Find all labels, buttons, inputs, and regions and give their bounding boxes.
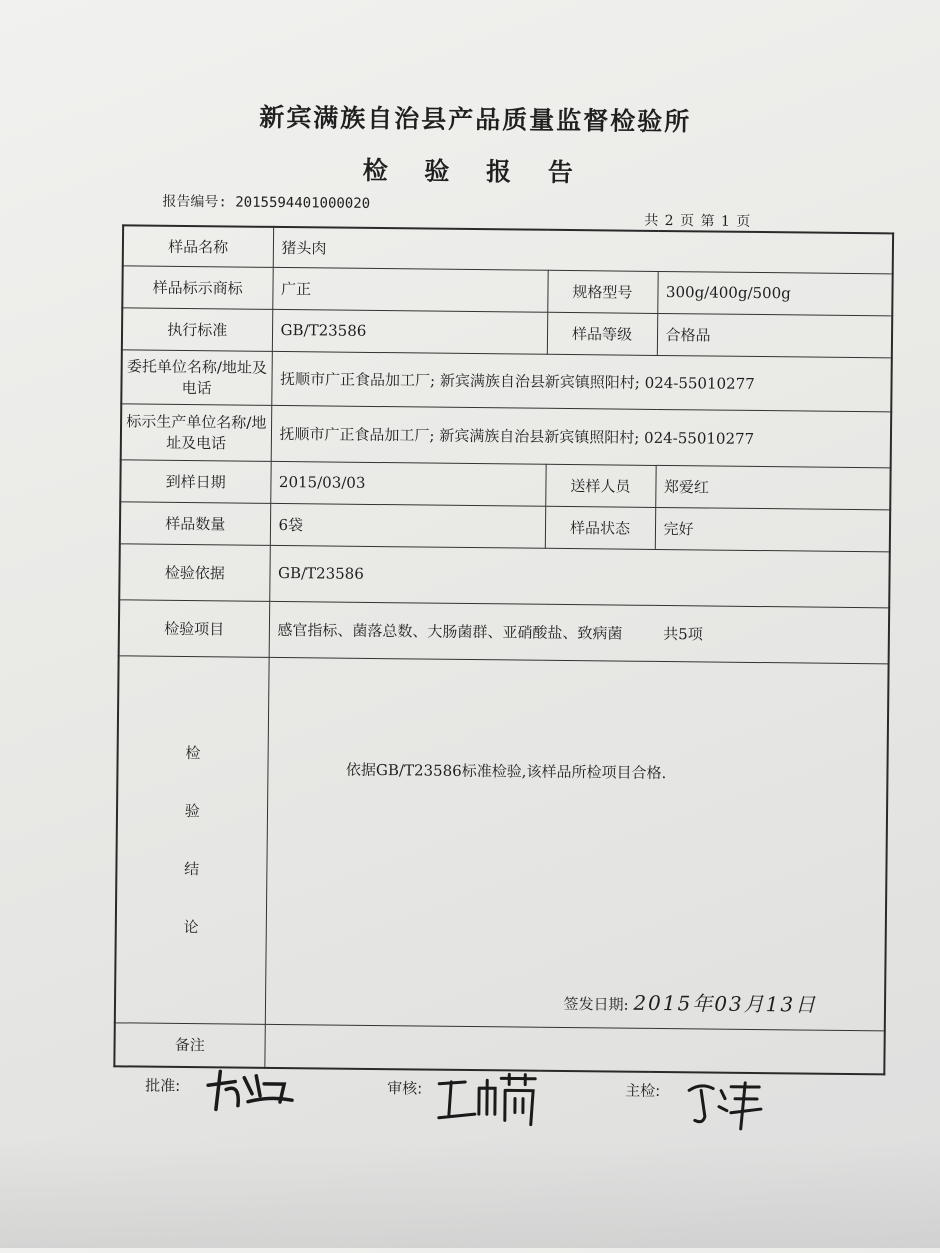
conclusion-cell: [265, 657, 889, 1030]
issue-date-value: 2015年03月13日: [633, 990, 818, 1017]
producer-value: 抚顺市广正食品加工厂; 新宾满族自治县新宾镇照阳村; 024-55010277: [271, 405, 892, 467]
report-table: [113, 224, 894, 1075]
items-count: 共5项: [663, 624, 703, 643]
table-row: [119, 543, 890, 607]
table-row: [119, 599, 890, 663]
conclusion-label-char: 验: [184, 801, 200, 820]
inspector-signature: [683, 1076, 764, 1133]
client-label: 委托单位名称/地址及电话: [121, 349, 272, 405]
table-row: [121, 403, 892, 467]
producer-label: 标示生产单位名称/地址及电话: [121, 403, 272, 461]
issue-date: [563, 986, 817, 1018]
table-row: [121, 349, 892, 411]
spec-label: 规格型号: [547, 270, 657, 313]
approve-label: 批准:: [145, 1076, 181, 1095]
grade-value: 合格品: [657, 313, 892, 357]
basis-label: 检验依据: [119, 543, 270, 601]
sample-name-value: 猪头肉: [273, 227, 893, 273]
sender-value: 郑爱红: [655, 465, 890, 509]
items-list: 感官指标、菌落总数、大肠菌群、亚硝酸盐、致病菌: [277, 620, 623, 643]
items-label: 检验项目: [119, 599, 270, 657]
photo-shadow: [0, 1140, 940, 1248]
arrival-date-label: 到样日期: [120, 459, 270, 503]
issue-date-label: 签发日期:: [563, 994, 629, 1014]
conclusion-label-char: 结: [184, 859, 200, 878]
page-count: 共 2 页 第 1 页: [644, 212, 752, 230]
table-row: [115, 655, 889, 1030]
sample-name-label: 样品名称: [123, 225, 273, 267]
report-number-label: 报告编号:: [162, 193, 227, 211]
quantity-value: 6袋: [270, 503, 545, 548]
review-signature: [435, 1070, 546, 1131]
standard-label: 执行标准: [122, 307, 272, 351]
conclusion-label-char: 检: [185, 743, 201, 762]
conclusion-label: [115, 655, 269, 1024]
brand-value: 广正: [272, 267, 547, 312]
institute-title: 新宾满族自治县产品质量监督检验所: [259, 102, 692, 137]
approve-signature: [200, 1065, 301, 1116]
arrival-date-value: 2015/03/03: [270, 461, 545, 506]
items-value: [269, 601, 890, 663]
spec-value: 300g/400g/500g: [657, 271, 892, 315]
remark-value: [264, 1024, 884, 1074]
grade-label: 样品等级: [547, 312, 657, 355]
basis-value: GB/T23586: [269, 545, 890, 607]
sender-label: 送样人员: [545, 464, 655, 507]
client-value: 抚顺市广正食品加工厂; 新宾满族自治县新宾镇照阳村; 024-55010277: [271, 351, 892, 411]
document-title: 检 验 报 告: [362, 155, 587, 188]
standard-value: GB/T23586: [272, 309, 547, 354]
quantity-label: 样品数量: [120, 501, 270, 545]
state-label: 样品状态: [545, 506, 655, 549]
report-number: [162, 191, 370, 213]
report-number-value: 2015594401000020: [235, 194, 371, 212]
remark-label: 备注: [114, 1022, 264, 1068]
inspector-label: 主检:: [625, 1081, 661, 1101]
conclusion-text: 依据GB/T23586标准检验,该样品所检项目合格.: [345, 760, 667, 782]
review-label: 审核:: [387, 1079, 423, 1098]
conclusion-label-char: 论: [183, 917, 199, 936]
brand-label: 样品标示商标: [122, 265, 272, 309]
state-value: 完好: [655, 507, 890, 551]
